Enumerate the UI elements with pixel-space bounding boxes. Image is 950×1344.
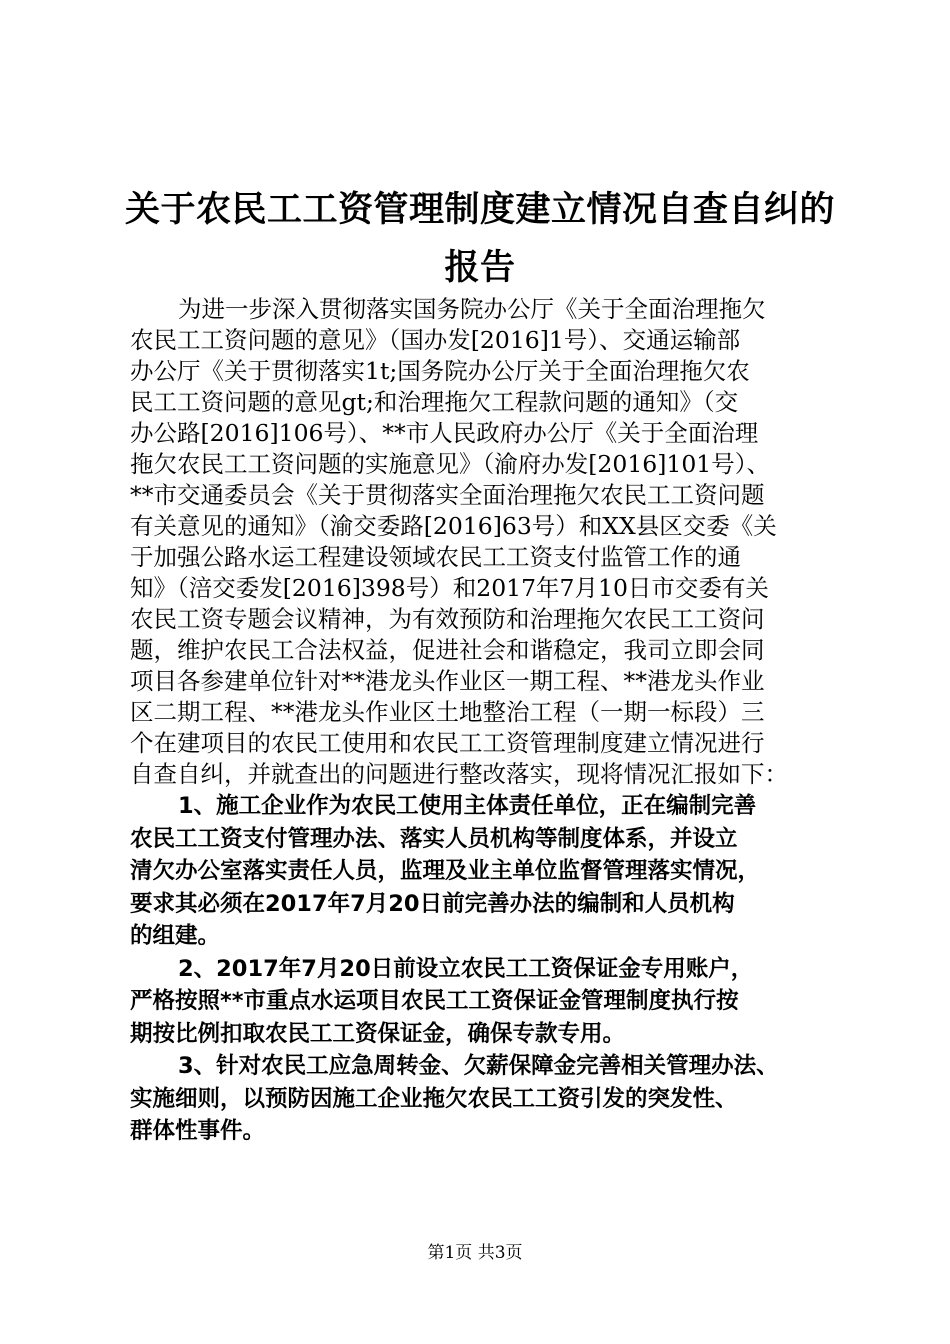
paragraph-line: 的组建。 <box>130 923 221 949</box>
paragraph-line: 农民工资专题会议精神，为有效预防和治理拖欠农民工工资问 <box>130 605 765 633</box>
page-number-footer: 第1页 共3页 <box>427 1243 523 1263</box>
paragraph-line: **市交通委员会《关于贯彻落实全面治理拖欠农民工工资问题 <box>130 481 765 509</box>
paragraph-line: 3、针对农民工应急周转金、欠薪保障金完善相关管理办法、 <box>178 1053 779 1079</box>
paragraph-line: 清欠办公室落实责任人员，监理及业主单位监督管理落实情况， <box>130 858 761 884</box>
paragraph-line: 实施细则，以预防因施工企业拖欠农民工工资引发的突发性、 <box>130 1085 738 1112</box>
paragraph-line: 区二期工程、**港龙头作业区土地整治工程（一期一标段）三 <box>130 698 765 726</box>
paragraph-line: 2、2017年7月20日前设立农民工工资保证金专用账户， <box>178 955 754 982</box>
paragraph-line: 严格按照**市重点水运项目农民工工资保证金管理制度执行按 <box>130 988 739 1014</box>
paragraph-line: 为进一步深入贯彻落实国务院办公厅《关于全面治理拖欠 <box>178 295 766 323</box>
paragraph-line: 1、施工企业作为农民工使用主体责任单位，正在编制完善 <box>178 793 757 819</box>
paragraph-line: 项目各参建单位针对**港龙头作业区一期工程、**港龙头作业 <box>130 667 765 695</box>
item-2-paragraph <box>130 953 860 1051</box>
paragraph-line: 办公路[2016]106号）、**市人民政府办公厅《关于全面治理 <box>130 419 759 447</box>
intro-paragraph <box>130 294 860 790</box>
paragraph-line: 自查自纠，并就查出的问题进行整改落实，现将情况汇报如下： <box>130 760 788 788</box>
paragraph-line: 有关意见的通知》（渝交委路[2016]63号）和XX县区交委《关 <box>130 512 777 540</box>
paragraph-line: 拖欠农民工工资问题的实施意见》（渝府办发[2016]101号）、 <box>130 450 770 478</box>
paragraph-line: 办公厅《关于贯彻落实1t;国务院办公厅关于全面治理拖欠农 <box>130 357 750 385</box>
paragraph-line: 农民工工资问题的意见》（国办发[2016]1号）、交通运输部 <box>130 326 741 354</box>
paragraph-line: 群体性事件。 <box>130 1118 266 1144</box>
paragraph-line: 民工工资问题的意见gt;和治理拖欠工程款问题的通知》（交 <box>130 388 739 416</box>
paragraph-line: 个在建项目的农民工使用和农民工工资管理制度建立情况进行 <box>130 729 765 757</box>
document-title-line-2: 报告 <box>444 248 516 288</box>
paragraph-line: 于加强公路水运工程建设领域农民工工资支付监管工作的通 <box>130 543 741 571</box>
item-1-paragraph <box>130 790 860 953</box>
paragraph-line: 知》（涪交委发[2016]398号）和2017年7月10日市交委有关 <box>130 574 769 602</box>
document-body <box>130 294 860 1148</box>
paragraph-line: 题，维护农民工合法权益，促进社会和谐稳定，我司立即会同 <box>130 636 765 664</box>
paragraph-line: 农民工工资支付管理办法、落实人员机构等制度体系，并设立 <box>130 825 738 852</box>
paragraph-line: 要求其必须在2017年7月20日前完善办法的编制和人员机构 <box>130 890 735 917</box>
paragraph-line: 期按比例扣取农民工工资保证金，确保专款专用。 <box>130 1020 626 1047</box>
document-title-line-1: 关于农民工工资管理制度建立情况自查自纠的 <box>124 190 835 230</box>
item-3-paragraph <box>130 1050 860 1148</box>
